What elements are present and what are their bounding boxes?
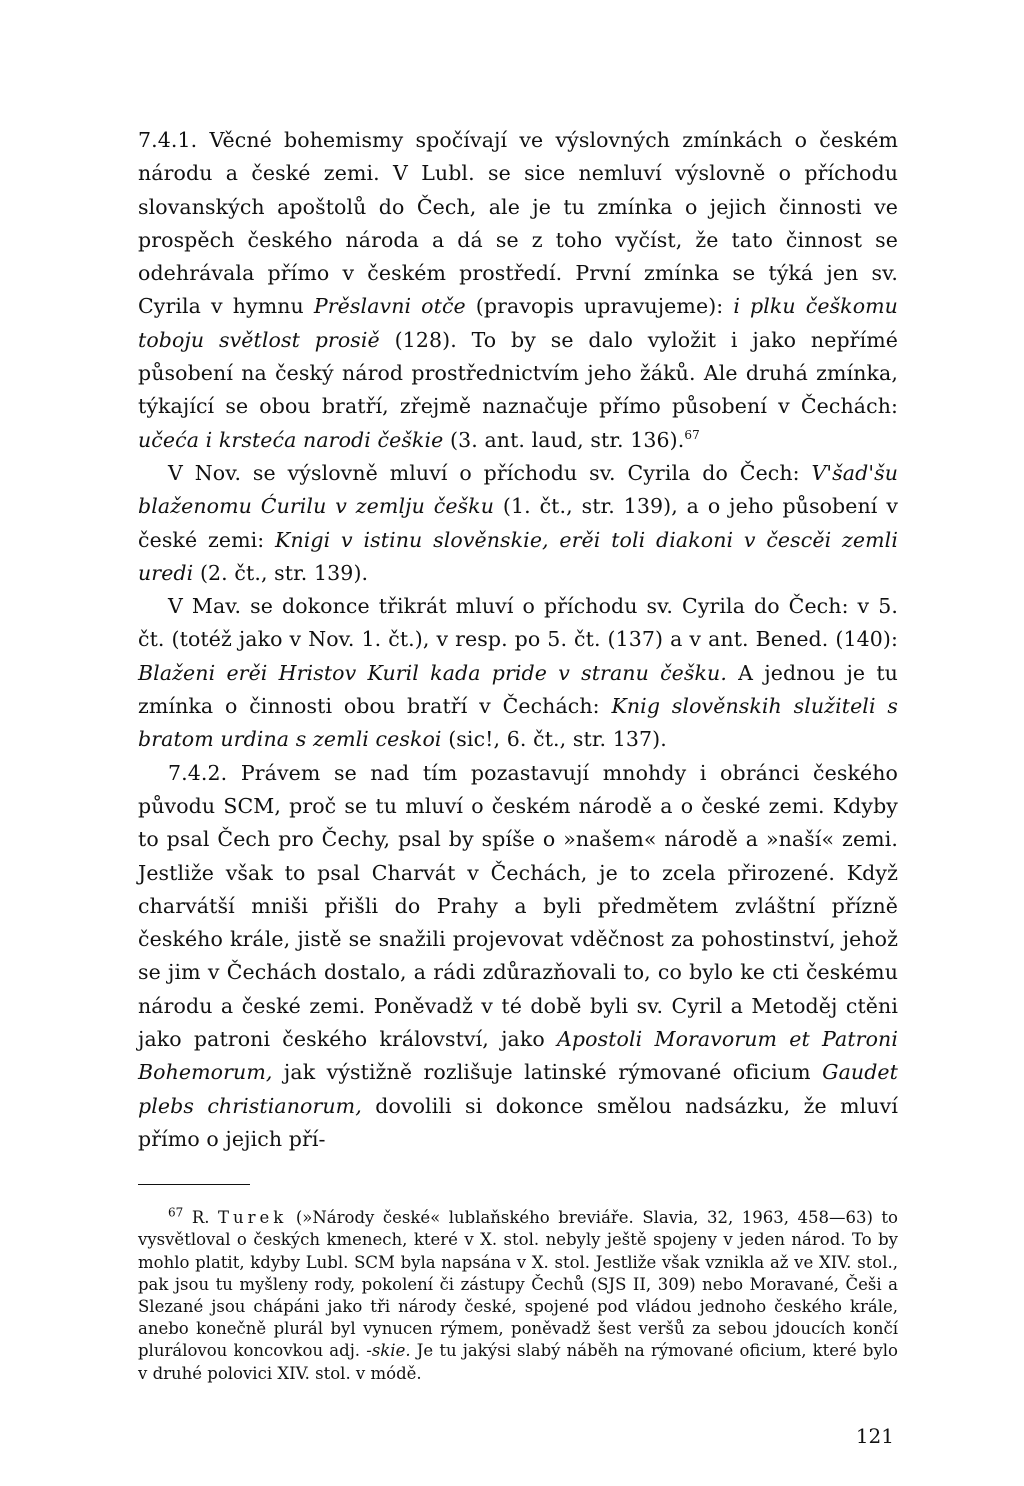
text-run: jak výstižně rozlišuje latinské rýmované oficium: [272, 1060, 823, 1085]
text-run: (»Národy české« lublaňského breviáře. Slavia, 32, 1963, 458—63) to vysvětloval o českých kmenech, které v X. stol. nebyly ještě spojeny v jeden národ. To by mohlo platit, kdyby Lubl. SCM byla napsána v X. stol. Jestliže však vznikla až ve XIV. stol., pak jsou tu myšleny rody, pokolení či zástupy Čechů (SJS II, 309) nebo Moravané, Češi a Slezané jsou chápáni jako tři národy české, spojené pod vládou jednoho českého krále, anebo konečně plurál byl vynucen rýmem, poněvadž šest veršů za sebou jdoucích končí plurálovou koncovkou adj.: [138, 1208, 898, 1361]
italic-citation: Apostoli Moravorum et Patroni Bohemorum,: [138, 1027, 898, 1085]
text-run: V Mav. se dokonce třikrát mluví o příchodu sv. Cyrila do Čech: v 5. čt. (totéž jako v Nov. 1. čt.), v resp. po 5. čt. (137) a v ant. Bened. (140):: [138, 594, 898, 652]
paragraph-mav: [138, 590, 898, 756]
italic-citation: učeća i krsteća narodi češkie: [138, 427, 444, 452]
footnote-ref[interactable]: 67: [684, 427, 700, 442]
italic-citation: i plku češkomu toboju světlost prosiě: [138, 294, 898, 352]
text-run: Je tu jakýsi slabý náběh na rýmované oficium, které bylo v druhé polovici XIV. stol. v módě.: [138, 1341, 898, 1383]
italic-citation: -skie.: [366, 1341, 411, 1361]
italic-citation: Knigi v istinu slověnskie, erěi toli diakoni v čescěi zemli uredi: [138, 527, 898, 585]
text-run: (1. čt., str. 139), a o jeho působení v české zemi:: [138, 494, 898, 552]
text-run: (128). To by se dalo vyložit i jako nepřímé působení na český národ prostřednictvím jeho žáků. Ale druhá zmínka, týkající se obou bratří, zřejmě naznačuje přímo působení v Čechách:: [138, 327, 898, 419]
text-run: dovolili si dokonce smělou nadsázku, že mluví přímo o jejich pří-: [138, 1093, 898, 1151]
paragraph-7-4-2: [138, 757, 898, 1157]
text-run: V Nov. se výslovně mluví o příchodu sv. Cyrila do Čech:: [168, 460, 812, 485]
main-text: [138, 124, 898, 1156]
text-run: R.: [191, 1208, 219, 1228]
footnote-number: 67: [168, 1205, 184, 1220]
italic-citation: Prěslavni otče: [313, 294, 466, 319]
italic-citation: Gaudet plebs christianorum,: [138, 1060, 898, 1118]
text-run: 7.4.2. Právem se nad tím pozastavují mnohdy i obránci českého původu SCM, proč se tu mluví o českém národě a o české zemi. Kdyby to psal Čech pro Čechy, psal by spíše o »našem« národě a »naší« zemi. Jestliže však to psal Charvát v Čechách, je to zcela přirozené. Když charvátší mniši přišli do Prahy a byli předmětem zvláštní přízně českého krále, jistě se snažili projevovat vděčnost za pohostinství, jehož se jim v Čechách dostalo, a rádi zdůrazňovali to, co bylo ke cti českému národu a české zemi. Poněvadž v té době byli sv. Cyril a Metoděj ctěni jako patroni českého království, jako: [138, 760, 898, 1052]
text-run: (sic!, 6. čt., str. 137).: [441, 727, 667, 752]
text-run: 7.4.1. Věcné bohemismy spočívají ve výslovných zmínkách o českém národu a české zemi. V Lubl. se sice nemluví výslovně o příchodu slovanských apoštolů do Čech, ale je tu zmínka o jejich činnosti ve prospěch českého národa a dá se z toho vyčíst, že tato činnost se odehrávala přímo v českém prostředí. První zmínka se týká jen sv. Cyrila v hymnu: [138, 128, 898, 319]
text-run: (3. ant. laud, str. 136).: [443, 427, 685, 452]
footnote-divider: [138, 1184, 250, 1185]
footnote-author: Turek: [218, 1208, 288, 1228]
italic-citation: Knig slověnskih služiteli s bratom urdina s zemli ceskoi: [138, 694, 899, 752]
text-run: A jednou je tu zmínka o činnosti obou bratří v Čechách:: [138, 660, 898, 719]
italic-citation: Blaženi erěi Hristov Kuril kada pride v stranu češku.: [138, 660, 727, 685]
paragraph-nov: [138, 457, 898, 590]
page-content: [138, 124, 898, 1385]
footnote-67: [138, 1207, 898, 1385]
text-run: (2. čt., str. 139).: [193, 560, 369, 585]
italic-citation: V'šad'šu blaženomu Ćurilu v zemlju češku: [138, 460, 898, 519]
text-run: (pravopis upravujeme):: [465, 294, 734, 319]
page-number: 121: [855, 1424, 894, 1448]
paragraph-7-4-1: [138, 124, 898, 457]
